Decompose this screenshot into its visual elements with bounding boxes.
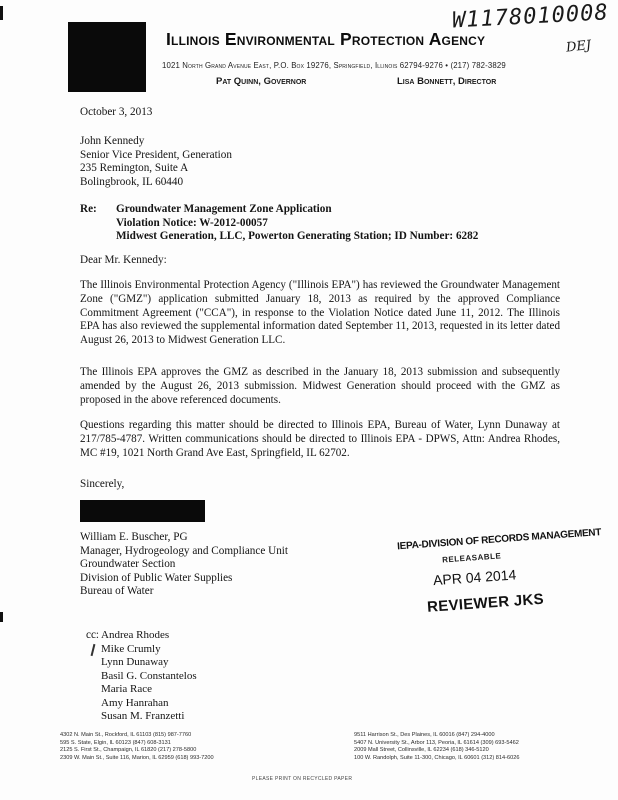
recipient-line: John Kennedy (80, 135, 145, 147)
recycled-paper-note: PLEASE PRINT ON RECYCLED PAPER (252, 776, 353, 782)
footer-offices-right (354, 732, 614, 762)
letter-date: October 3, 2013 (80, 106, 153, 118)
footer-offices-left (60, 732, 320, 762)
signer-line: Manager, Hydrogeology and Compliance Unit (80, 544, 289, 557)
cc-recipient: Lynn Dunaway (101, 656, 169, 668)
recipient-address (80, 135, 380, 189)
handwritten-initials: DEJ (565, 38, 592, 56)
cc-list (101, 629, 321, 724)
subject-block (116, 203, 586, 244)
cc-recipient: Andrea Rhodes (101, 629, 170, 641)
records-stamp-status: RELEASABLE (441, 551, 502, 565)
records-stamp-title: IEPA-DIVISION OF RECORDS MANAGEMENT (396, 527, 602, 553)
handwritten-check-mark (91, 644, 96, 656)
footer-office: 2125 S. First St., Champaign, IL 61820 (217) 278-5800 (60, 747, 197, 754)
redacted-signature (80, 500, 205, 522)
cc-recipient: Amy Hanrahan (101, 696, 169, 709)
signer-line: William E. Buscher, PG (80, 531, 188, 543)
re-label: Re: (80, 203, 97, 215)
footer-office: 595 S. State, Elgin, IL 60123 (847) 608-3131 (60, 739, 171, 746)
scan-edge-mark (0, 6, 3, 20)
recipient-line: Senior Vice President, Generation (80, 148, 232, 161)
footer-office: 9511 Harrison St., Des Plaines, IL 60016 (847) 294-4000 (354, 732, 495, 738)
recipient-line: Bolingbrook, IL 60440 (80, 175, 184, 188)
body-paragraph: Questions regarding this matter should be directed to Illinois EPA, Bureau of Water, Lynn Dunaway at 217/785-4787. Written communications should be directed to Illinois EPA - DPWS, Attn: Andrea Rhodes, MC #19, 1021 North Grand Ave East, Springfield, IL 62702. (80, 419, 560, 459)
subject-line: Midwest Generation, LLC, Powerton Generating Station; ID Number: 6282 (116, 230, 479, 242)
body-paragraph: The Illinois Environmental Protection Agency ("Illinois EPA") has reviewed the Groundwater Management Zone ("GMZ") application submitted January 18, 2013 as required by the approved Compliance Commitment Agreement ("CCA"), in response to the Violation Notice dated June 11, 2012. The Illinois EPA has also reviewed the supplemental information dated September 11, 2013, requested in its letter dated August 26, 2013 to Midwest Generation LLC. (80, 279, 560, 347)
salutation: Dear Mr. Kennedy: (80, 254, 167, 266)
governor-name: Pat Quinn, Governor (216, 76, 307, 87)
closing: Sincerely, (80, 478, 125, 490)
subject-line: Violation Notice: W-2012-00057 (116, 216, 268, 229)
cc-recipient: Susan M. Franzetti (101, 710, 185, 722)
director-name: Lisa Bonnett, Director (397, 76, 497, 87)
records-stamp-date: APR 04 2014 (432, 566, 517, 589)
footer-office: 2009 Mall Street, Collinsville, IL 62234 (618) 346-5120 (354, 747, 489, 754)
cc-recipient: Mike Crumly (101, 642, 161, 655)
cc-recipient: Basil G. Constantelos (101, 669, 197, 682)
body-paragraph: The Illinois EPA approves the GMZ as described in the January 18, 2013 submission and subsequently amended by the August 26, 2013 submission. Midwest Generation should proceed with the GMZ as proposed in the above referenced documents. (80, 366, 560, 406)
agency-address: 1021 North Grand Avenue East, P.O. Box 19276, Springfield, Illinois 62794-9276 • (217) 782-3829 (162, 61, 506, 70)
footer-office: 4302 N. Main St., Rockford, IL 61103 (815) 987-7760 (60, 732, 192, 738)
signer-line: Bureau of Water (80, 585, 154, 597)
subject-line: Groundwater Management Zone Application (116, 203, 332, 215)
scan-edge-mark (0, 612, 3, 622)
redacted-logo (68, 22, 146, 92)
records-stamp-reviewer: REVIEWER JKS (426, 590, 545, 616)
recipient-line: 235 Remington, Suite A (80, 162, 189, 174)
footer-office: 100 W. Randolph, Suite 11-300, Chicago, IL 60601 (312) 814-6026 (354, 754, 520, 761)
footer-office: 5407 N. University St., Arbor 113, Peoria, IL 61614 (309) 693-5462 (354, 739, 519, 746)
signer-line: Groundwater Section (80, 558, 176, 570)
cc-recipient: Maria Race (101, 683, 152, 695)
agency-name: Illinois Environmental Protection Agency (166, 29, 486, 49)
signer-block (80, 531, 380, 599)
cc-label: cc: (86, 629, 100, 641)
footer-office: 2309 W. Main St., Suite 116, Marion, IL 62959 (618) 993-7200 (60, 754, 214, 761)
handwritten-document-id: W1178010008 (451, 0, 610, 34)
signer-line: Division of Public Water Supplies (80, 571, 233, 584)
